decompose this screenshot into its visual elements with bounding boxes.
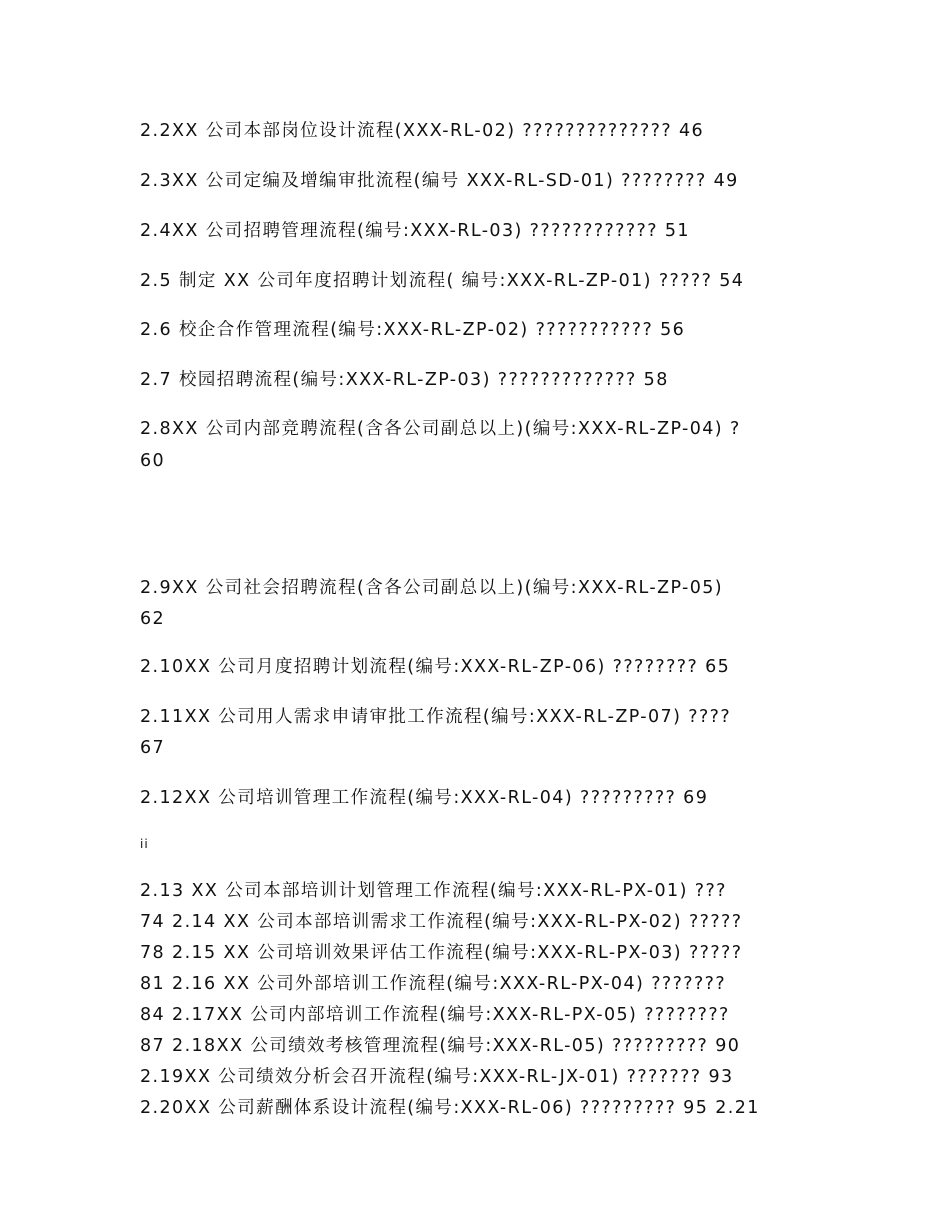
toc-dense-block xyxy=(140,876,840,1124)
toc-dense-line: 78 2.15 XX 公司培训效果评估工作流程(编号:XXX-RL-PX-03) ????? xyxy=(140,943,743,963)
toc-entry-2-12: 2.12XX 公司培训管理工作流程(编号:XXX-RL-04) ????????? 69 xyxy=(140,788,709,808)
toc-entry-2-2: 2.2XX 公司本部岗位设计流程(XXX-RL-02) ?????????????? 46 xyxy=(140,121,705,141)
toc-entry-2-10: 2.10XX 公司月度招聘计划流程(编号:XXX-RL-ZP-06) ???????? 65 xyxy=(140,657,731,677)
toc-dense-line: 81 2.16 XX 公司外部培训工作流程(编号:XXX-RL-PX-04) ??????? xyxy=(140,974,727,994)
toc-entry-2-7: 2.7 校园招聘流程(编号:XXX-RL-ZP-03) ????????????? 58 xyxy=(140,370,669,390)
toc-entry-2-11: 2.11XX 公司用人需求申请审批工作流程(编号:XXX-RL-ZP-07) ???? xyxy=(140,707,732,727)
toc-dense-line: 2.20XX 公司薪酬体系设计流程(编号:XXX-RL-06) ????????? 95 2.21 xyxy=(140,1098,760,1118)
toc-entry-2-5: 2.5 制定 XX 公司年度招聘计划流程( 编号:XXX-RL-ZP-01) ????? 54 xyxy=(140,271,745,291)
toc-entry-2-3: 2.3XX 公司定编及增编审批流程(编号 XXX-RL-SD-01) ???????? 49 xyxy=(140,171,739,191)
toc-entry-2-11-page: 67 xyxy=(140,738,166,758)
toc-entry-2-8: 2.8XX 公司内部竞聘流程(含各公司副总以上)(编号:XXX-RL-ZP-04) ? xyxy=(140,419,741,439)
toc-entry-2-9: 2.9XX 公司社会招聘流程(含各公司副总以上)(编号:XXX-RL-ZP-05) xyxy=(140,578,724,598)
toc-entry-2-8-page: 60 xyxy=(140,451,166,471)
toc-dense-line: 84 2.17XX 公司内部培训工作流程(编号:XXX-RL-PX-05) ???????? xyxy=(140,1005,730,1025)
toc-dense-line: 2.13 XX 公司本部培训计划管理工作流程(编号:XXX-RL-PX-01) ??? xyxy=(140,881,727,901)
toc-entry-2-9-page: 62 xyxy=(140,609,166,629)
toc-dense-line: 2.19XX 公司绩效分析会召开流程(编号:XXX-RL-JX-01) ??????? 93 xyxy=(140,1067,734,1087)
toc-entry-2-6: 2.6 校企合作管理流程(编号:XXX-RL-ZP-02) ??????????? 56 xyxy=(140,320,686,340)
toc-dense-line: 87 2.18XX 公司绩效考核管理流程(编号:XXX-RL-05) ????????? 90 xyxy=(140,1036,741,1056)
page-marker: ii xyxy=(140,837,149,851)
toc-dense-line: 74 2.14 XX 公司本部培训需求工作流程(编号:XXX-RL-PX-02) ????? xyxy=(140,912,743,932)
toc-entry-2-4: 2.4XX 公司招聘管理流程(编号:XXX-RL-03) ???????????? 51 xyxy=(140,221,690,241)
